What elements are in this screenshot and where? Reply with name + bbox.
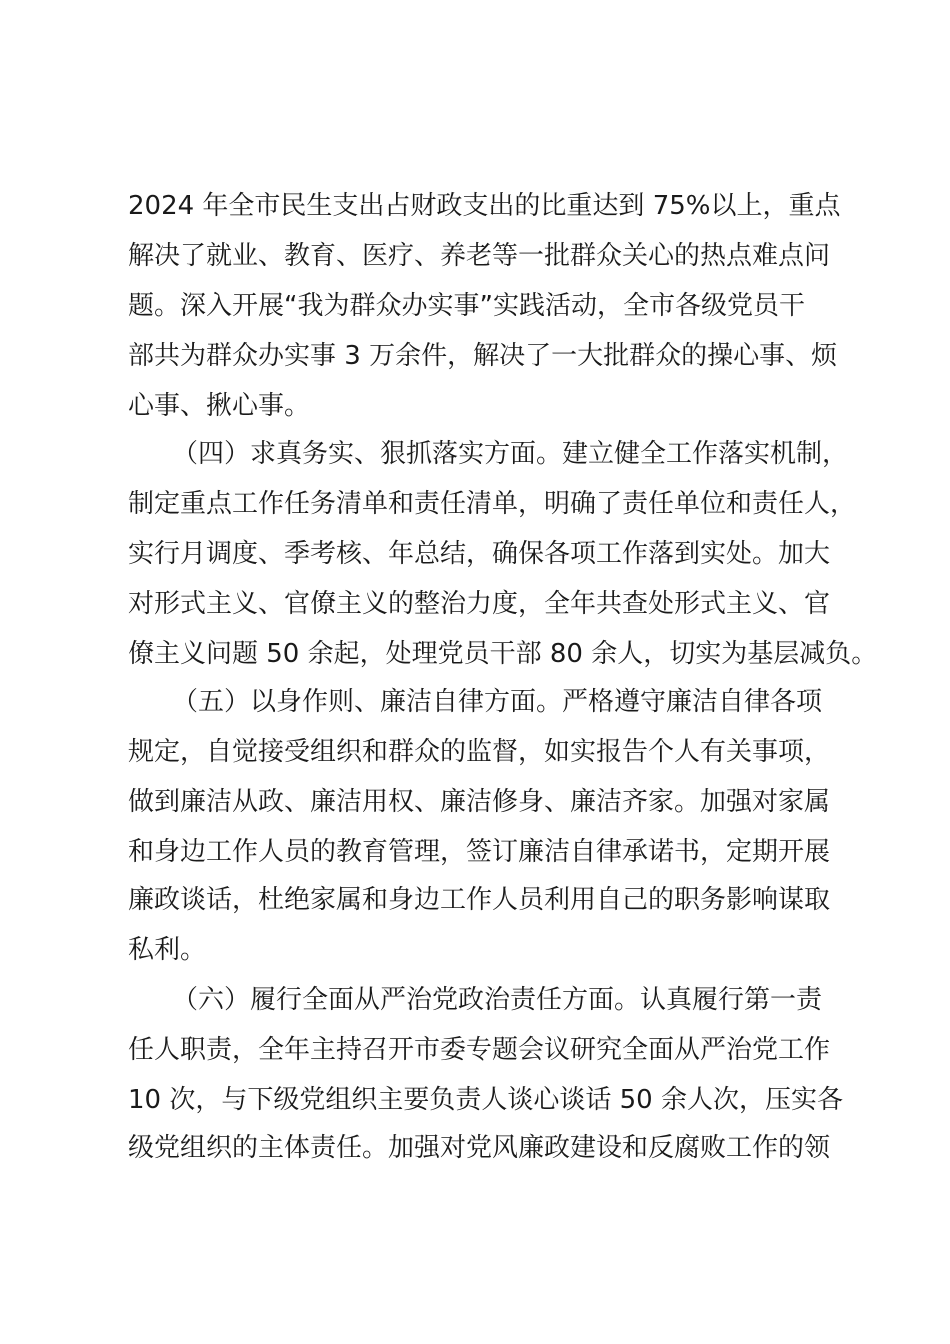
text-line: 题。深入开展“我为群众办实事”实践活动，全市各级党员干 [128, 291, 805, 321]
section-heading-line: （五）以身作则、廉洁自律方面。严格遵守廉洁自律各项 [172, 687, 823, 717]
text-line: 2024 年全市民生支出占财政支出的比重达到 75%以上，重点 [128, 191, 841, 221]
text-line: 和身边工作人员的教育管理，签订廉洁自律承诺书，定期开展 [128, 837, 831, 867]
text-line: 心事、揪心事。 [128, 391, 311, 421]
text-line: 级党组织的主体责任。加强对党风廉政建设和反腐败工作的领 [128, 1133, 831, 1163]
text-line: 私利。 [128, 935, 207, 965]
text-line: 僚主义问题 50 余起，处理党员干部 80 余人，切实为基层减负。 [128, 639, 878, 669]
section-heading-line: （四）求真务实、狠抓落实方面。建立健全工作落实机制， [172, 439, 849, 469]
text-line: 实行月调度、季考核、年总结，确保各项工作落到实处。加大 [128, 539, 831, 569]
section-heading-line: （六）履行全面从严治党政治责任方面。认真履行第一责 [172, 985, 823, 1015]
text-line: 做到廉洁从政、廉洁用权、廉洁修身、廉洁齐家。加强对家属 [128, 787, 831, 817]
text-line: 10 次，与下级党组织主要负责人谈心谈话 50 余人次，压实各 [128, 1085, 843, 1115]
text-line: 对形式主义、官僚主义的整治力度，全年共查处形式主义、官 [128, 589, 831, 619]
text-line: 解决了就业、教育、医疗、养老等一批群众关心的热点难点问 [128, 241, 831, 271]
text-line: 制定重点工作任务清单和责任清单，明确了责任单位和责任人， [128, 489, 857, 519]
text-line: 廉政谈话，杜绝家属和身边工作人员利用自己的职务影响谋取 [128, 885, 831, 915]
text-line: 部共为群众办实事 3 万余件，解决了一大批群众的操心事、烦 [128, 341, 838, 371]
text-line: 规定，自觉接受组织和群众的监督，如实报告个人有关事项， [128, 737, 831, 767]
text-line: 任人职责，全年主持召开市委专题会议研究全面从严治党工作 [128, 1035, 831, 1065]
